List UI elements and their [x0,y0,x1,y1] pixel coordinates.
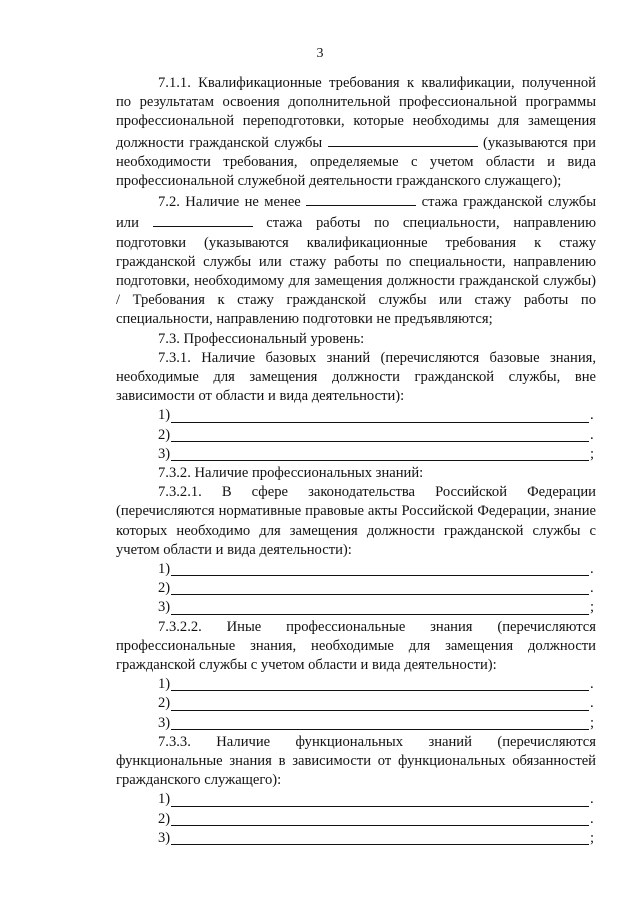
fill-in-line [171,408,589,423]
item-number: 3) [158,599,171,616]
fill-in-line [171,715,589,730]
paragraph-7-3-1: 7.3.1. Наличие базовых знаний (перечисляются базовые знания, необходимые для замещения должности гражданской службы, вне зависимости от области и вида деятельности): [116,349,596,405]
list-item [158,445,596,464]
fill-in-blank [153,212,253,227]
item-end: ; [590,829,595,846]
paragraph-7-1-1-note: (указываются при необходимости требования, определяемые с учетом области и вида профессиональной служебной деятельности гражданского служащего); [116,134,596,190]
list-item [158,810,596,829]
list-item [158,694,596,713]
item-number: 3) [158,445,171,462]
item-number: 1) [158,791,171,808]
paragraph-7-2-text-c: стажа работы по специальности, направлению подготовки (указываются квалификационные требования к стажу гражданской службы или стажу работы по специальности, направлению подготовки, необходимому для замещения должности гражданской службы) / Требования к стажу гражданской службы или стажу работы по специальности, направлению подготовки не предъявляются; [116,215,596,328]
item-end: . [590,695,594,712]
fill-in-blank [306,191,416,206]
paragraph-7-2 [116,191,596,329]
fill-in-line [171,580,589,595]
fill-in-line [171,792,589,807]
item-number: 1) [158,676,171,693]
paragraph-7-3: 7.3. Профессиональный уровень: [158,330,365,347]
item-end: . [590,810,594,827]
item-number: 1) [158,561,171,578]
item-end: . [590,580,594,597]
list-item [158,579,596,598]
item-number: 3) [158,829,171,846]
list-item [158,598,596,617]
item-end: ; [590,714,595,731]
paragraph-7-3-2: 7.3.2. Наличие профессиональных знаний: [158,465,424,482]
paragraph-7-3-2-1: 7.3.2.1. В сфере законодательства Российской Федерации (перечисляются нормативные правовые акты Российской Федерации, знание которых необходимо для замещения должности гражданской службы с учетом области и вида деятельности): [116,484,596,558]
list-item [158,406,596,425]
list-item [158,829,596,848]
list-item [158,560,596,579]
list-item [158,790,596,809]
item-number: 2) [158,695,171,712]
item-end: . [590,791,594,808]
fill-in-line [171,811,589,826]
fill-in-line [171,600,589,615]
paragraph-7-2-text-b: стажа гражданской службы или [116,194,597,232]
paragraph-7-1-1-text: 7.1.1. Квалификационные требования к квалификации, полученной по результатам освоения дополнительной профессиональной программы профессиональной переподготовки, которые необходимы для замещения должности гражданской службы [116,75,596,151]
item-end: . [590,676,594,693]
fill-in-line [171,830,589,845]
item-end: ; [590,599,595,616]
item-end: ; [590,445,595,462]
item-end: . [590,407,594,424]
paragraph-7-3-2-2: 7.3.2.2. Иные профессиональные знания (перечисляются профессиональные знания, необходимые для замещения должности гражданской службы с учетом области и вида деятельности): [116,618,596,673]
paragraph-7-1-1 [116,74,596,191]
fill-in-line [171,446,589,461]
list-item [158,675,596,694]
paragraph-7-2-text-a: 7.2. Наличие не менее [158,194,301,211]
item-end: . [590,426,594,443]
list-item [158,714,596,733]
fill-in-line [171,427,589,442]
fill-in-blank [328,132,478,147]
item-number: 2) [158,810,171,827]
item-number: 2) [158,580,171,597]
document-body [116,74,596,848]
item-number: 3) [158,714,171,731]
item-number: 1) [158,407,171,424]
paragraph-7-3-3: 7.3.3. Наличие функциональных знаний (перечисляются функциональные знания в зависимости от функциональных обязанностей гражданского служащего): [116,733,596,789]
list-item [158,426,596,445]
page-number: 3 [316,46,324,61]
item-number: 2) [158,426,171,443]
fill-in-line [171,696,589,711]
item-end: . [590,561,594,578]
fill-in-line [171,676,589,691]
fill-in-line [171,561,589,576]
